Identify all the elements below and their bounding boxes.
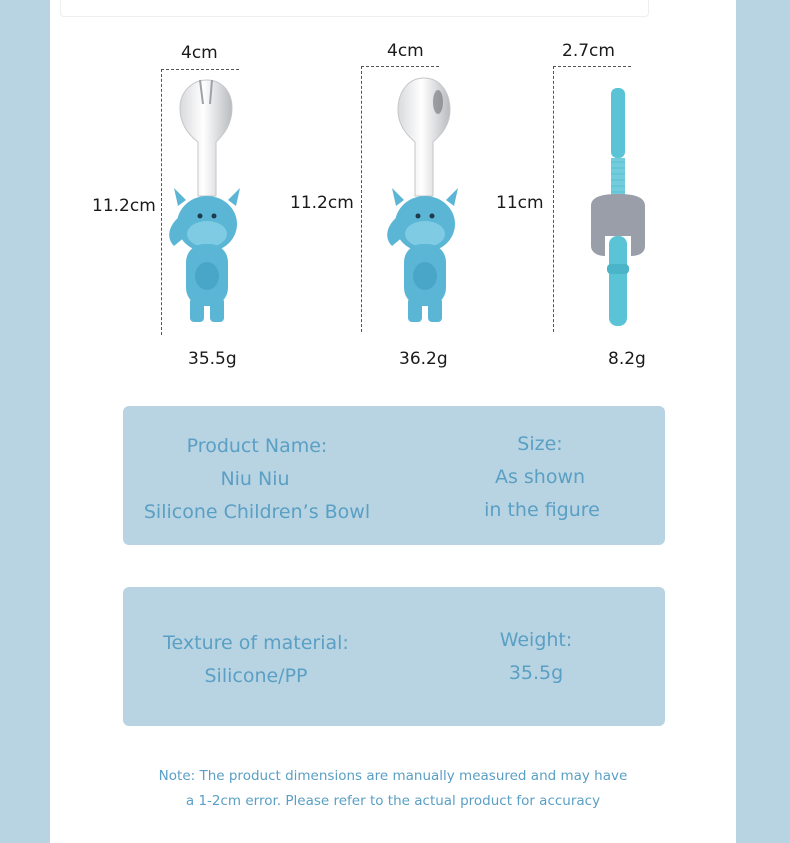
straw-image: [585, 86, 655, 332]
straw-weight-label: 8.2g: [608, 349, 646, 369]
size-line2: in the figure: [484, 499, 600, 521]
fork-height-label: 11.2cm: [92, 196, 156, 216]
fork-width-label: 4cm: [181, 43, 218, 63]
size-line1: As shown: [494, 466, 586, 488]
spoon-width-line: [361, 66, 439, 67]
size-title: Size:: [517, 433, 563, 455]
product-name-title: Product Name:: [186, 435, 328, 457]
info-box-material: [123, 587, 665, 726]
material-title: Texture of material:: [163, 632, 349, 654]
spoon-image: [376, 74, 466, 326]
fork-weight-label: 35.5g: [188, 349, 237, 369]
spoon-height-line: [361, 66, 362, 332]
content-panel: [50, 0, 736, 843]
straw-height-line: [553, 66, 554, 332]
straw-height-label: 11cm: [496, 193, 544, 213]
spoon-width-label: 4cm: [387, 41, 424, 61]
fork-image: [160, 76, 250, 328]
note-line1: Note: The product dimensions are manually measured and may have: [158, 768, 628, 784]
material-value: Silicone/PP: [204, 665, 308, 687]
spoon-weight-label: 36.2g: [399, 349, 448, 369]
product-name-line2: Silicone Children’s Bowl: [143, 501, 371, 523]
weight-value: 35.5g: [508, 662, 564, 684]
weight-title: Weight:: [499, 629, 573, 651]
note-line2: a 1-2cm error. Please refer to the actual product for accuracy: [185, 793, 601, 809]
fork-width-line: [161, 69, 239, 70]
straw-width-label: 2.7cm: [562, 41, 615, 61]
spoon-height-label: 11.2cm: [290, 193, 354, 213]
info-box-product: [123, 406, 665, 545]
top-card-edge: [60, 0, 649, 17]
product-name-line1: Niu Niu: [220, 468, 290, 490]
straw-width-line: [553, 66, 631, 67]
